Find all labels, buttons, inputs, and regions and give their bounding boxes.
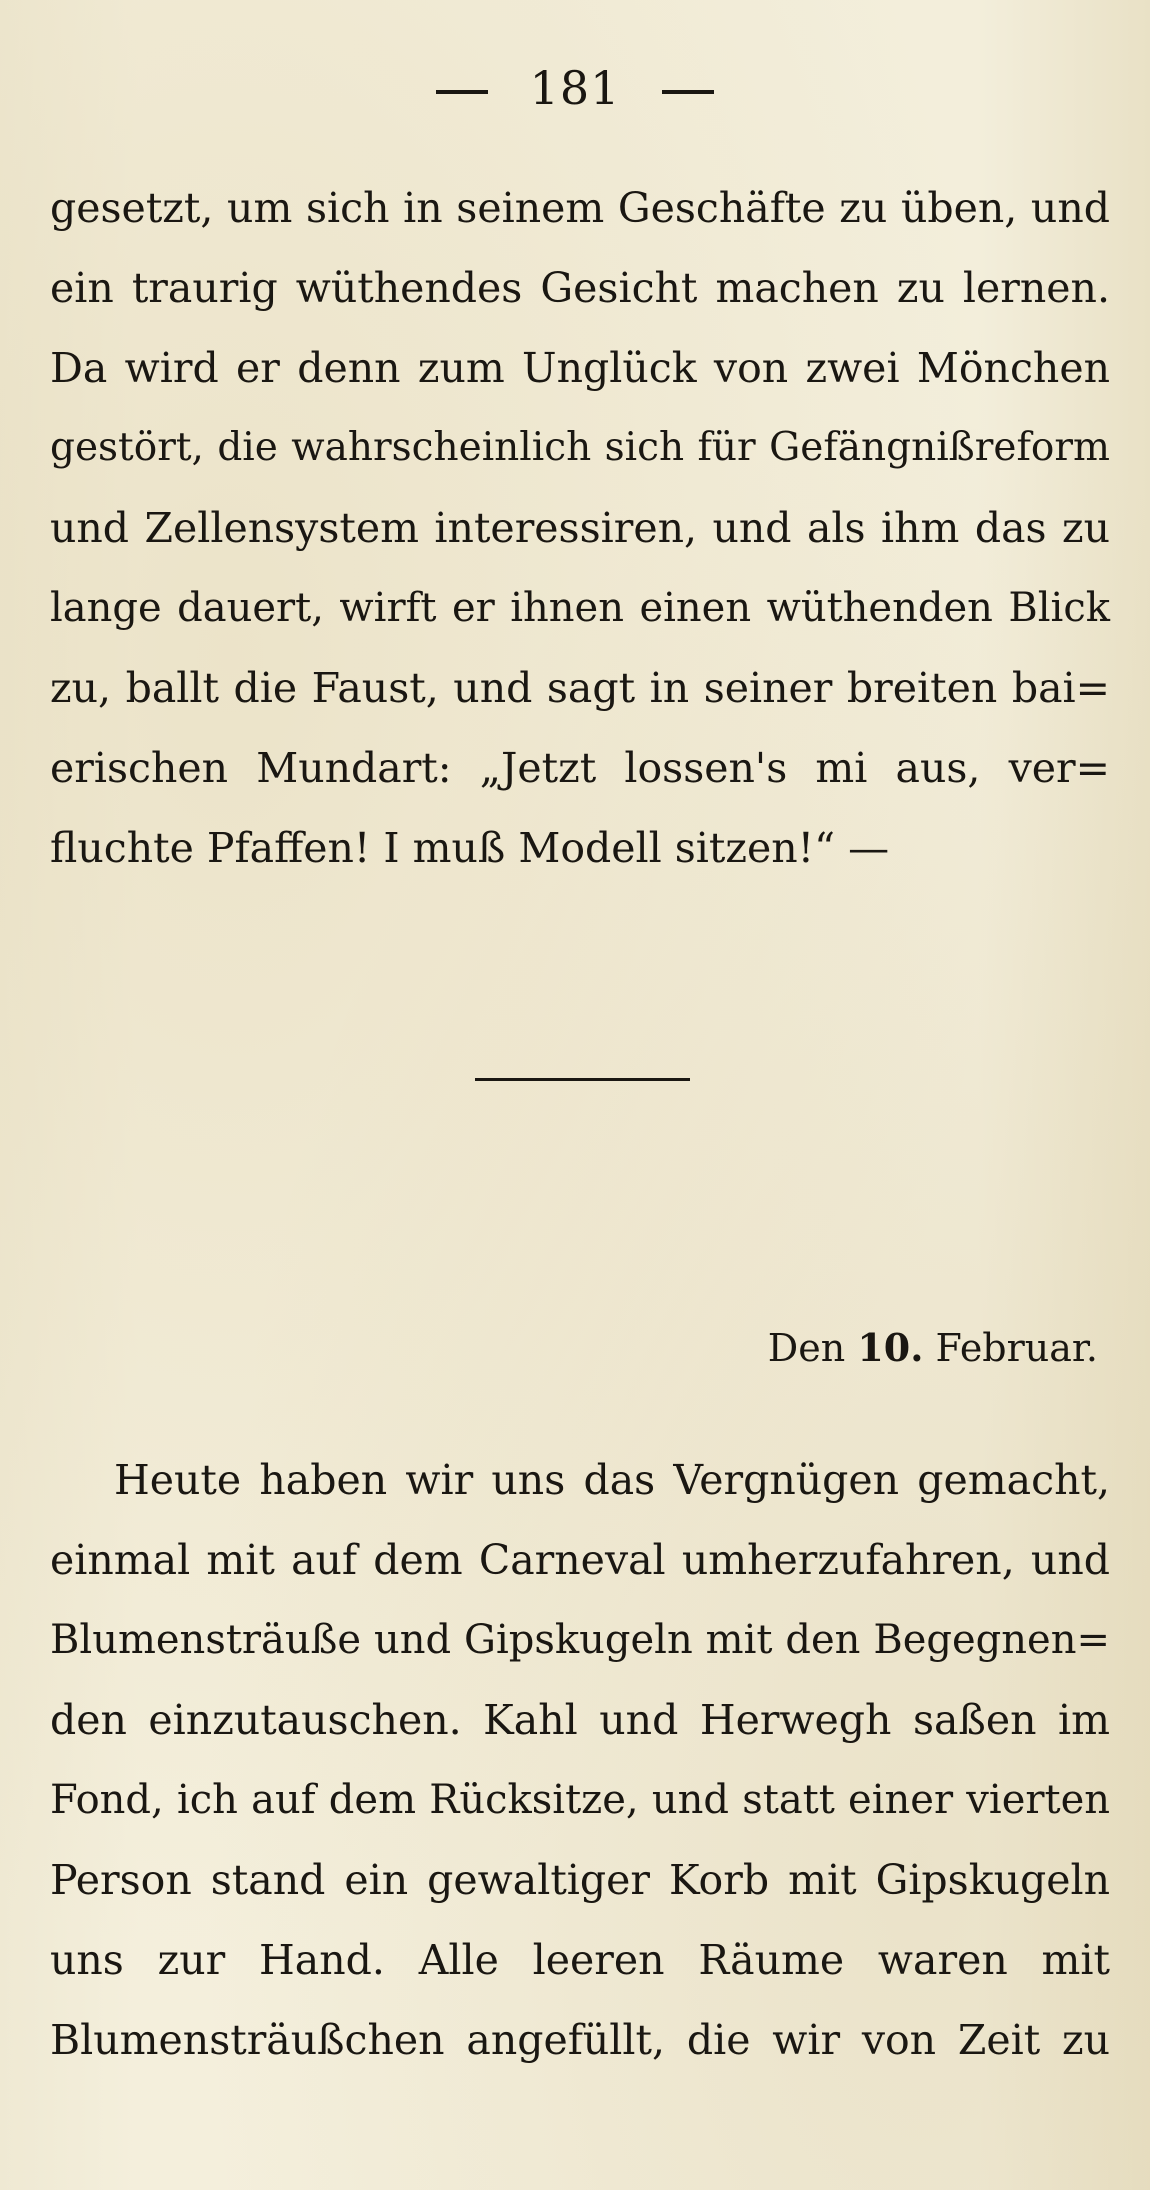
- text-line: lange dauert, wirft er ihnen einen wüthenden Blick: [50, 585, 1110, 631]
- text-line: Da wird er denn zum Unglück von zwei Mönchen: [50, 344, 1110, 392]
- paragraph-2: [50, 1440, 1110, 2080]
- paragraph-1: [50, 168, 1110, 888]
- text-line: erischen Mundart: „Jetzt lossen's mi aus, ver=: [50, 744, 1110, 792]
- section-divider: [475, 1078, 690, 1081]
- text-line: ein traurig wüthendes Gesicht machen zu lernen.: [50, 264, 1110, 312]
- text-line: uns zur Hand. Alle leeren Räume waren mit: [50, 1936, 1110, 1984]
- date-day: 10.: [857, 1325, 924, 1370]
- page-header: [0, 58, 1150, 118]
- text-line: Blumensträuße und Gipskugeln mit den Begegnen=: [50, 1617, 1110, 1663]
- text-line: fluchte Pfaffen! I muß Modell sitzen!“ —: [50, 824, 890, 872]
- header-dash-left: [436, 90, 488, 94]
- text-line: Fond, ich auf dem Rücksitze, und statt einer vierten: [50, 1777, 1110, 1823]
- text-line: gestört, die wahrscheinlich sich für Gefängnißreform: [50, 425, 1110, 470]
- header-dash-right: [662, 90, 714, 94]
- text-line: Person stand ein gewaltiger Korb mit Gipskugeln: [50, 1856, 1110, 1904]
- date-heading: [768, 1318, 1098, 1378]
- date-month: Februar.: [935, 1326, 1098, 1370]
- text-line: einmal mit auf dem Carneval umherzufahren, und: [50, 1536, 1110, 1584]
- text-line: Heute haben wir uns das Vergnügen gemacht,: [114, 1456, 1110, 1504]
- text-line: den einzutauschen. Kahl und Herwegh saßen im: [50, 1696, 1110, 1744]
- date-prefix: Den: [767, 1326, 846, 1370]
- text-line: Blumensträußchen angefüllt, die wir von Zeit zu: [50, 2016, 1110, 2064]
- text-line: und Zellensystem interessiren, und als ihm das zu: [50, 504, 1110, 552]
- text-line: zu, ballt die Faust, und sagt in seiner breiten bai=: [50, 664, 1110, 712]
- text-line: gesetzt, um sich in seinem Geschäfte zu üben, und: [50, 184, 1110, 232]
- page-number: 181: [529, 61, 621, 115]
